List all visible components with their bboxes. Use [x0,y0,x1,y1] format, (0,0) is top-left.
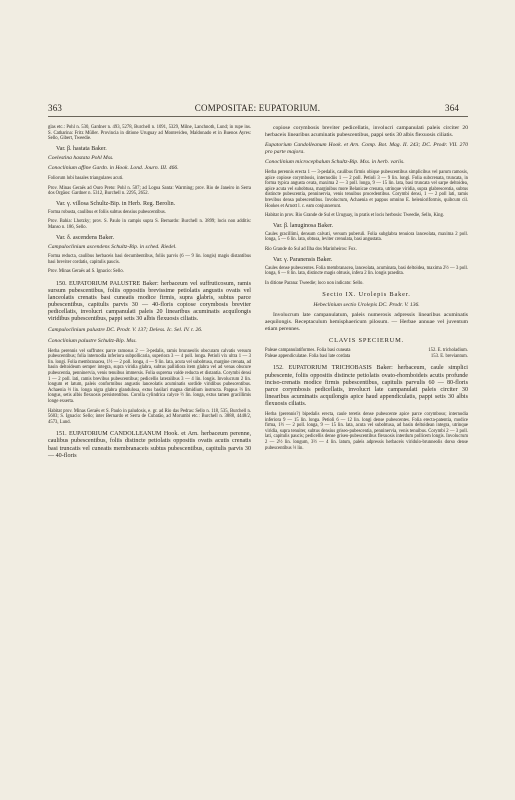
right-small-paragraph: Herba (perennis?) bipedalis erecta, caule teretis dense pubescente apice parce corymboso; internodia inferiora 9 — 15 lin. longa. Petioli 6 — 12 lin. longi dense pubescentes. Folia erecta-patentia, modice firma, 1½ — 2 poll. longa, 9 — 15 lin. lata, acuta vel subobtusa, ad basin deltoidean integra, utrinque viridia, supra tenuiter, subtus densius griseo-pubescentia, penninervia, venis tenuibus. Corymbi 2 — 3 poll. lati, capitulis paucis; pedicellis dense griseo-pubescentibus flexuosis interdum pollicem longis. Involucrum 2 — 2½ lin. longum, 3½ — 4 lin. latum, paleis adpressis herbaceis viridulo-brunneolis dorso dense pubescentibus ⅔ lin. [265,412,468,451]
key-row [265,354,468,360]
right-small-paragraph: Caules gracillimi, densum calvati, versum puberuli. Folia subglabra tenuiora lanceolata, maxima 2 poll. longa, 5 — 6 lin. lata, obtusa, leviter crenulata, basi angustata. [265,231,468,243]
right-var-paragraph: Var. γ. Paranensis Baker. [273,256,333,263]
left-italic-paragraph: Campuloclinium palustre DC. Prodr. V. 137; Deless. Ic. Sel. IV. t. 26. [48,327,203,334]
running-title: COMPOSITAE: EUPATORIUM. [194,103,321,113]
right-small-paragraph: In ditione Parana: Tweedie; loco non indicato: Sello. [265,280,364,286]
right-big-paragraph: 152. EUPATORIUM TRICHOBASIS Baker: herbaceum, caule simplici pubescente, foliis oppositis distincte petiolatis ovato-rhomboideis acutis profunde inciso-crenatis modice firmis pubescentibus, capitulis parvulis 60 — 80-floris parce corymbosis pedicellatis, involucri late campanulati paleis circiter 30 linearibus acuminatis acquilongis apice haud appendiculatis, pappi setis 30 albis flexuosis ciliatis. [265,365,468,407]
right-sec-paragraph: Sectio IX. Urolepis Baker. [322,291,411,299]
left-big-paragraph: 150. EUPATORIUM PALUSTRE Baker: herbaceum vel suffruticosum, ramis sursum pubescentibus, foliis oppositis brevissime petiolatis angustis ovatis vel lanceolatis crenatis basi cuneatis modice firmis, supra glabris, subtus parce pubescentibus, capitulis parvis 30 — 40-floris copiose corymbosis breviter pedicellatis, involucri campanulati paleis 20 linearibus acuminatis acquilongis viridibus pubescentibus, pappi setis 30 albis flexuosis ciliatis. [48,280,251,323]
right-small-paragraph: Habitat in prov. Rio Grande de Sul et Uruguay, in pratis et locis herbosis: Tweedie, Sello, King. [265,213,445,219]
key-lead: Paleae campanulatiformes. Folia basi cuneata [265,347,351,353]
right-small-paragraph: Caules dense pubescentes. Folia membranacea, lanceolata, acuminata, basi deltoidea, maxima 2½ — 3 poll. longa, 6 — 8 lin. lata, distincte magis obtusis, infera 2 lin. longis praedita. [265,265,468,277]
left-small-paragraph: Prov. Bahia: Lhotzky; prov. S. Paulo in campis supra S. Bernardo: Burchell n. 3899; locis non additis: Manso n. 186, Sello. [48,219,251,230]
left-italic-paragraph: Conoclinium palustre Schultz-Bip. Mss. [48,338,137,345]
right-page-number: 364 [445,103,460,113]
left-var-paragraph: Var. γ. villosa Schultz-Bip. in Herb. Reg. Berolin. [56,200,176,207]
left-small-paragraph: Foliorum lobi basales triangulares acuti. [48,175,124,181]
right-var-paragraph: Var. β. lanuginosa Baker. [273,222,334,229]
right-italic-paragraph: Conoclinium microcephalum Schultz-Bip. Mss. in herb. variis. [265,159,405,166]
right-small-paragraph: Herba perennis erecta 1 — 3-pedalis, caulibus firmis obique pubescentibus simplicibus vel parum ramosis, apice copiose corymbosis, internodiis 1 — 2 poll. Petioli 3 — 9 lin. longi. Folia subcrenata, truncata, in forma typica angusta ovata, maxima 2 — 3 poll. longa, 9 — 15 lin. lata, basi truncata vel sarpe deltoidea, apice acuta vel subobtusa, marginibus more Belanicae crenata, utrinque viridia, supra glabrescentia, subtus distincte pubescentia, penninervia, venis tenuibus procedentibus. Corymbi densi, 1 — 2 poll lati, ramis brevibus densa pubescentibus. Involucrum, Achaenia et pappus omnino E. helenioriformis, quibcum cil. Hookes et Arnott l. c. eam conjunxerunt. [265,169,468,209]
left-small-paragraph: Forma reducta, caulibus herbaceis basi decumbentibus, foliis parvis (6 — 9 lin. longis) magis distantibus basi breviter cordatis, capitulis paucis. [48,254,251,265]
left-italic-paragraph: Conoclinium affine Gardn. in Hook. Lond. Journ. III. 466. [48,165,179,172]
left-small-paragraph: glas etc.: Pohl n. 530, Gardner n. 493, 5278, Burchell n. 1091, 5329, Milne, Lanchnoth, Lund; in rupe ins. S. Catharina: Fritz Müller. Provincia in ditione Uruguay ad Montevideo, Maldonado et in Buenos Ayres: Sello, Gibert, Tweedie. [48,125,251,142]
key-target: 152. E. tricholadium. [428,347,468,353]
left-small-paragraph: Forma robusta, caulibus et foliis subtus densius pubescentibus. [48,209,166,215]
right-centerit-paragraph: Hebeclinium sectio Urolepis DC. Prodr. V. 136. [313,301,420,308]
left-small-paragraph: Habitat prov. Minas Geraës et S. Paulo in paludosis, e. gr. ad Rio das Pedras: Sello n. 118, 535, Burchell n. 5603; S. Ignacio: Sello; inter Bernardo et Serra de Cubatão, ad Morumbi etc.: Burchell n. 3888, 4448/2, 4573, Lund. [48,408,251,425]
key-lead: Paleae appendiculatae. Folia basi late cordata [265,353,351,359]
left-italic-paragraph: Coelestina hastata Pohl Mss. [48,154,114,161]
right-plain-paragraph: copiose corymbosis breviter pedicellatis, involucri campanulati paleis circiter 20 herbaceis linearibus acuminatis pubescentibus, pappi setis 30 albis flexuosis ciliatis. [265,125,468,138]
left-page-number: 363 [48,103,63,113]
left-big-paragraph: 151. EUPATORIUM CANDOLLEANUM Hook. et Arn. herbaceum perenne, caulibus pubescentibus, foliis distincte petiolatis oppositis ovatis acutis crenatis basi truncatis vel cuneatis membranaceis subtus pubescentibus, capitulis parvis 30 — 40-floris [48,431,251,459]
left-column [48,125,251,464]
left-var-paragraph: Var. β. hastata Baker. [56,145,107,152]
right-plain-paragraph: Involucrum late campanulatum, paleis numerosis adpressis linearibus acuminatis aequilongis. Receptaculum hemisphaericum pilosum. — Herbae annuae vel juventum etiam perennes. [265,312,468,332]
right-small-paragraph: Rio Grande do Sul ad Ilha dos Marinheiros: Fox. [265,246,357,252]
right-column [265,125,468,455]
left-small-paragraph: Prov. Minas Geraës ad Ouro Preto: Pohl n. 507; ad Logoa Santa: Warming; prov. Rio de Janeiro in Serra dos Orgãos: Gardner n. 5312, Burchell n. 2295, 2652. [48,185,251,197]
key-target: 153. E. breviantum. [430,353,468,359]
right-italic-paragraph: Eupatorium Candolleanum Hook. et Arn. Comp. Bot. Mag. II. 243; DC. Prodr. VII. 270 pro parte majora. [265,142,468,155]
right-sec-paragraph: CLAVIS SPECIERUM. [329,337,404,345]
left-italic-paragraph: Campuloclinium ascendens Schultz-Bip. in sched. Riedel. [48,243,177,250]
left-small-paragraph: Prov. Minas Geraës ad S. Ignacio: Sello. [48,269,124,275]
header-rule [48,116,468,117]
left-small-paragraph: Herba perennis vel suffrutex parce ramosus 2 — 3-pedalis, ramis brunneolis obscuram calvatis versum pubescentibus; folia internodia inferiora subpollicaria, superiora 3 — 4 poll. longa. Petioli vix ultra 1 — 3 lin. longi. Folia membranacea, 1½ — 2 poll. longa, 4 — 9 lin. lata, acuta vel subobtusa, margine crenata, ad basin deltoideum semper integra, supra viridia glabra, subtus pallidiora item glabra vel ad venas obscure pubescentia, penninervia, venis tenuibus immersis. Folia suprema valde reducta et distantia. Corymbi densi 1 — 2 poll. lati, ramis brevibus pubescentibus; pedicellis lateralibus 3 — 4 lin. longis. Involucrum 2 lin. longum et latum, paleis conformibus angustis lanceolatis acuminatis sordide viridibus pubescentibus. Achaenia ⅓ lin. longa nigra glabra glandulosa, extus basilari magna dimidium instructa. Pappus ⅔ lin. longus, setis albis flexuosis persistentibus. Corolla cylindrica calyce ½ lin. longa, extus tamen gracillimis longe exserta. [48,348,251,404]
left-var-paragraph: Var. δ. ascendens Baker. [56,234,115,241]
